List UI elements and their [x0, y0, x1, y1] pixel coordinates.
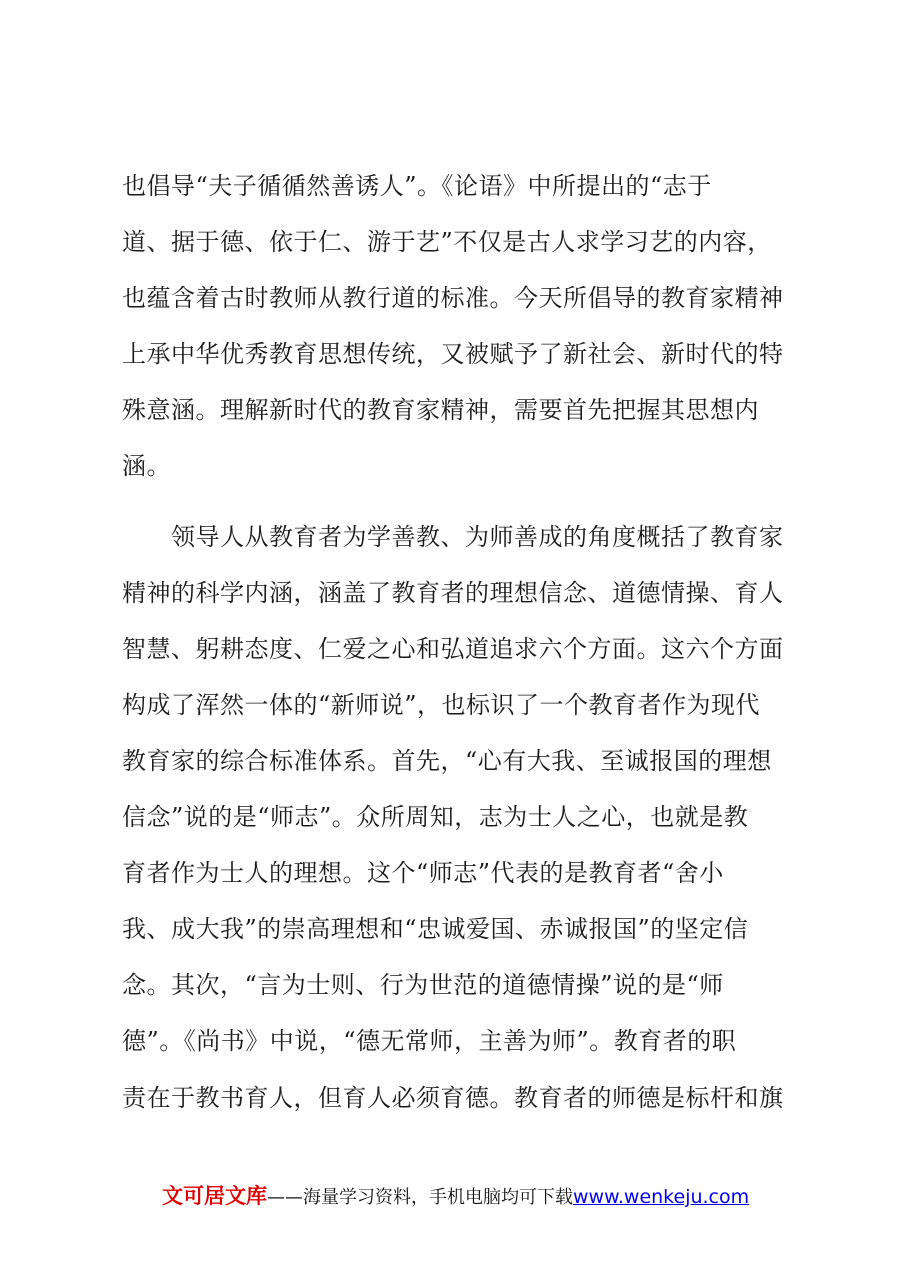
text-line: 我、成大我”的崇高理想和“忠诚爱国、赤诚报国”的坚定信	[122, 915, 749, 944]
text-line: 智慧、躬耕态度、仁爱之心和弘道追求六个方面。这六个方面	[122, 634, 784, 663]
text-line: 责在于教书育人，但育人必须育德。教育者的师德是标杆和旗	[122, 1083, 784, 1112]
text-line: 德”。《尚书》中说，“德无常师，主善为师”。教育者的职	[122, 1027, 737, 1056]
text-line: 信念”说的是“师志”。众所周知，志为士人之心，也就是教	[122, 803, 749, 832]
footer-tagline: ——海量学习资料，手机电脑均可下载	[267, 1187, 573, 1208]
text-line: 上承中华优秀教育思想传统，又被赋予了新社会、新时代的特	[122, 340, 784, 369]
body-text	[122, 162, 792, 1130]
text-line: 领导人从教育者为学善教、为师善成的角度概括了教育家	[122, 522, 784, 551]
text-line: 殊意涵。理解新时代的教育家精神，需要首先把握其思想内	[122, 396, 759, 425]
text-line: 涵。	[122, 452, 171, 481]
footer	[162, 1180, 749, 1212]
text-line: 道、据于德、依于仁、游于艺”不仅是古人求学习艺的内容，	[122, 228, 772, 257]
text-line: 精神的科学内涵，涵盖了教育者的理想信念、道德情操、育人	[122, 578, 784, 607]
footer-brand: 文可居文库	[162, 1184, 267, 1208]
text-line: 念。其次，“言为士则、行为世范的道德情操”说的是“师	[122, 971, 724, 1000]
text-line: 育者作为士人的理想。这个“师志”代表的是教育者“舍小	[122, 859, 724, 888]
text-line: 也倡导“夫子循循然善诱人”。《论语》中所提出的“志于	[122, 172, 712, 200]
text-line: 也蕴含着古时教师从教行道的标准。今天所倡导的教育家精神	[122, 284, 784, 313]
paragraph-gap	[122, 499, 792, 513]
text-line: 教育家的综合标准体系。首先，“心有大我、至诚报国的理想	[122, 746, 772, 775]
footer-url-link[interactable]: www.wenkeju.com	[573, 1186, 750, 1208]
text-line: 构成了浑然一体的“新师说”，也标识了一个教育者作为现代	[122, 690, 761, 719]
